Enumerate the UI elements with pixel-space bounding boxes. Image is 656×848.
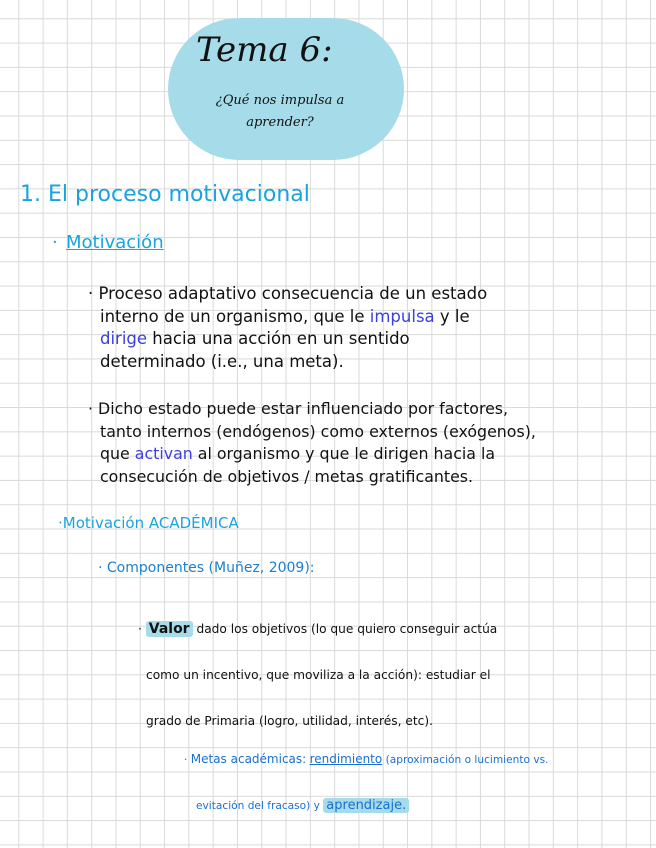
- aprendizaje-label: aprendizaje.: [323, 798, 409, 813]
- bullet-dot: ·: [88, 399, 99, 418]
- valor-bullet: [138, 606, 497, 744]
- valor-line2: como un incentivo, que moviliza a la acción): estudiar el: [146, 668, 491, 682]
- section-heading-proceso-motivacional: 1. El proceso motivacional: [20, 182, 310, 207]
- valor-label: Valor: [146, 621, 193, 637]
- page-subtitle: [180, 90, 380, 134]
- metas-line2a: evitación del fracaso) y: [196, 800, 324, 812]
- bullet-dot: ·: [52, 232, 58, 253]
- b2-line3a: que: [100, 444, 135, 463]
- b1-line1: Proceso adaptativo consecuencia de un estado: [98, 284, 488, 303]
- b1-line2a: interno de un organismo, que le: [100, 306, 370, 326]
- valor-line1: dado los objetivos (lo que quiero conseguir actúa: [192, 622, 498, 636]
- bullet-dot: ·: [98, 560, 107, 576]
- bullet-dot: ·: [58, 514, 63, 532]
- page-title: Tema 6:: [196, 30, 333, 70]
- motivacion-label: Motivación: [66, 232, 164, 253]
- b2-line3b: al organismo y que le dirigen hacia la: [192, 444, 496, 463]
- subheading-motivacion-academica: [58, 514, 239, 532]
- componentes-label: Componentes (Muñez, 2009):: [106, 560, 315, 576]
- metas-label: Metas académicas:: [190, 752, 307, 766]
- b1-line4: determinado (i.e., una meta).: [100, 351, 344, 371]
- b2-line1: Dicho estado puede estar influenciado por factores,: [98, 399, 509, 418]
- metas-bullet: [184, 736, 549, 829]
- b2-activan: activan: [134, 444, 193, 463]
- subheading-motivacion: [52, 232, 164, 253]
- b2-line2: tanto internos (endógenos) como externos (exógenos),: [100, 421, 536, 441]
- componentes-heading: [98, 560, 315, 576]
- bullet-dot: ·: [184, 754, 191, 766]
- valor-line3: grado de Primaria (logro, utilidad, interés, etc).: [146, 714, 433, 728]
- b1-dirige: dirige: [100, 329, 148, 348]
- rendimiento-label: rendimiento: [309, 752, 383, 766]
- subtitle-line-2: aprender?: [246, 115, 314, 130]
- b1-line3b: hacia una acción en un sentido: [147, 329, 410, 348]
- motivacion-academica-label: Motivación ACADÉMICA: [62, 514, 239, 532]
- bullet-dot: ·: [88, 284, 99, 303]
- subtitle-line-1: ¿Qué nos impulsa a: [215, 93, 345, 108]
- b2-line4: consecución de objetivos / metas gratificantes.: [100, 466, 474, 486]
- bullet-dot: ·: [138, 622, 146, 636]
- motivacion-bullet-1: [88, 283, 487, 373]
- b1-impulsa: impulsa: [369, 306, 435, 326]
- motivacion-bullet-2: [88, 398, 536, 488]
- metas-line1-rest: (aproximación o lucimiento vs.: [382, 754, 549, 766]
- b1-line2b: y le: [434, 306, 470, 326]
